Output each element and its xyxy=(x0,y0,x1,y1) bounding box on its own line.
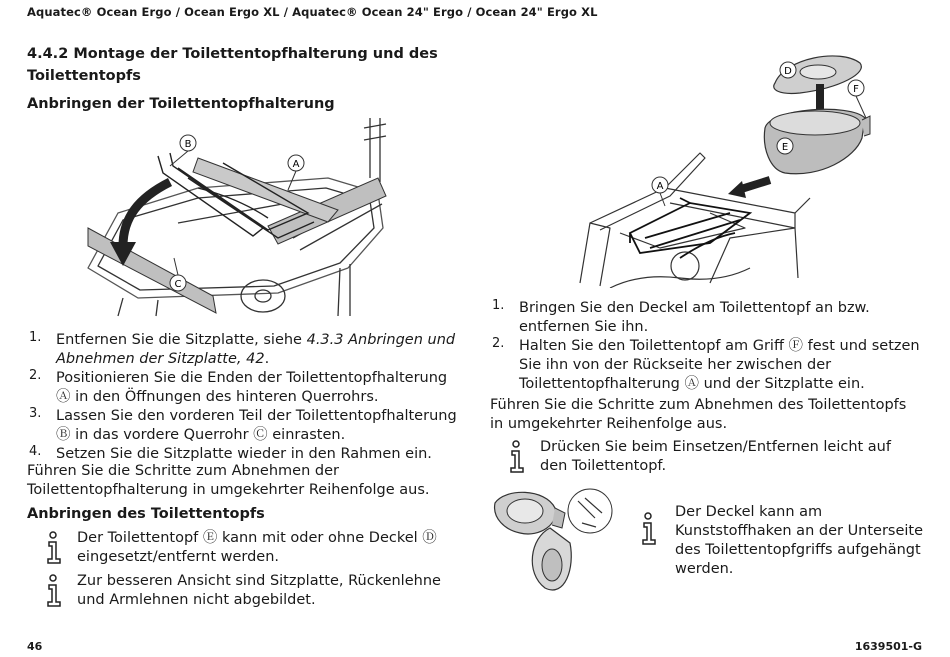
info-note-text: Der Toilettentopf Ⓔ kann mit oder ohne Deckel Ⓓ eingesetzt/entfernt werden. xyxy=(77,530,437,565)
info-icon xyxy=(640,511,662,547)
list-item xyxy=(29,331,459,369)
step-number: 1. xyxy=(29,330,42,345)
pot-insertion-illustration xyxy=(570,38,880,288)
step-number: 4. xyxy=(29,444,42,459)
holder-steps-list xyxy=(29,331,459,464)
callout-a-right: A xyxy=(656,181,664,192)
running-header: Aquatec® Ocean Ergo / Ocean Ergo XL / Aquatec® Ocean 24" Ergo / Ocean 24" Ergo XL xyxy=(27,5,598,19)
reverse-procedure-note: Führen Sie die Schritte zum Abnehmen der Toilettentopfhalterung in umgekehrter Reihenfolge aus. xyxy=(27,463,430,498)
step-text: Setzen Sie die Sitzplatte wieder in den Rahmen ein. xyxy=(56,446,432,462)
step-text-tail: . xyxy=(264,351,270,367)
pot-steps-list xyxy=(492,299,922,394)
callout-b: B xyxy=(184,139,192,150)
step-number: 3. xyxy=(29,406,42,421)
info-icon xyxy=(508,439,530,475)
step-text: Bringen Sie den Deckel am Toilettentopf an bzw. entfernen Sie ihn. xyxy=(519,300,870,335)
info-icon xyxy=(45,530,67,566)
list-item xyxy=(492,299,922,337)
section-heading-line2: Toilettentopfs xyxy=(27,68,141,84)
list-item xyxy=(492,337,922,394)
callout-e: E xyxy=(781,142,789,153)
callout-f: F xyxy=(853,84,859,95)
lid-hook-illustration xyxy=(490,483,625,598)
info-icon xyxy=(45,573,67,609)
section-heading-line1: 4.4.2 Montage der Toilettentopfhalterung und des xyxy=(27,46,438,62)
step-text: Halten Sie den Toilettentopf am Griff Ⓕ fest und setzen Sie ihn von der Rückseite her zwischen der Toilettentopfhalterung Ⓐ und der Sitzplatte ein. xyxy=(519,338,920,392)
holder-mounting-illustration xyxy=(78,118,398,318)
info-note-text: Zur besseren Ansicht sind Sitzplatte, Rückenlehne und Armlehnen nicht abgebildet. xyxy=(77,573,441,608)
step-number: 2. xyxy=(29,368,42,383)
step-text: Positionieren Sie die Enden der Toilettentopfhalterung Ⓐ in den Öffnungen des hinteren Querrohrs. xyxy=(56,370,448,405)
step-text: Entfernen Sie die Sitzplatte, siehe xyxy=(56,332,307,348)
subheading-holder: Anbringen der Toilettentopfhalterung xyxy=(27,96,335,112)
step-text: Lassen Sie den vorderen Teil der Toilettentopfhalterung Ⓑ in das vordere Querrohr Ⓒ einrasten. xyxy=(56,408,457,443)
page-number: 46 xyxy=(27,640,43,653)
list-item xyxy=(29,407,459,445)
reverse-procedure-note-right: Führen Sie die Schritte zum Abnehmen des Toilettentopfs in umgekehrter Reihenfolge aus. xyxy=(490,397,907,432)
info-note xyxy=(45,530,455,570)
info-note xyxy=(640,503,930,583)
info-note xyxy=(45,573,455,613)
callout-a: A xyxy=(292,159,300,170)
info-note-text: Der Deckel kann am Kunststoffhaken an der Unterseite des Toilettentopfgriffs aufgehängt werden. xyxy=(675,504,924,577)
callout-c: C xyxy=(174,279,182,290)
cross-reference: 4.3.3 Anbringen und Abnehmen der Sitzplatte, 42 xyxy=(56,332,456,367)
subheading-pot: Anbringen des Toilettentopfs xyxy=(27,506,265,522)
callout-d: D xyxy=(784,66,792,77)
step-number: 2. xyxy=(492,336,505,351)
info-note-text: Drücken Sie beim Einsetzen/Entfernen leicht auf den Toilettentopf. xyxy=(540,439,891,474)
info-note xyxy=(508,439,918,479)
list-item xyxy=(29,369,459,407)
section-heading xyxy=(27,43,447,87)
step-number: 1. xyxy=(492,298,505,313)
document-id: 1639501-G xyxy=(854,640,922,653)
